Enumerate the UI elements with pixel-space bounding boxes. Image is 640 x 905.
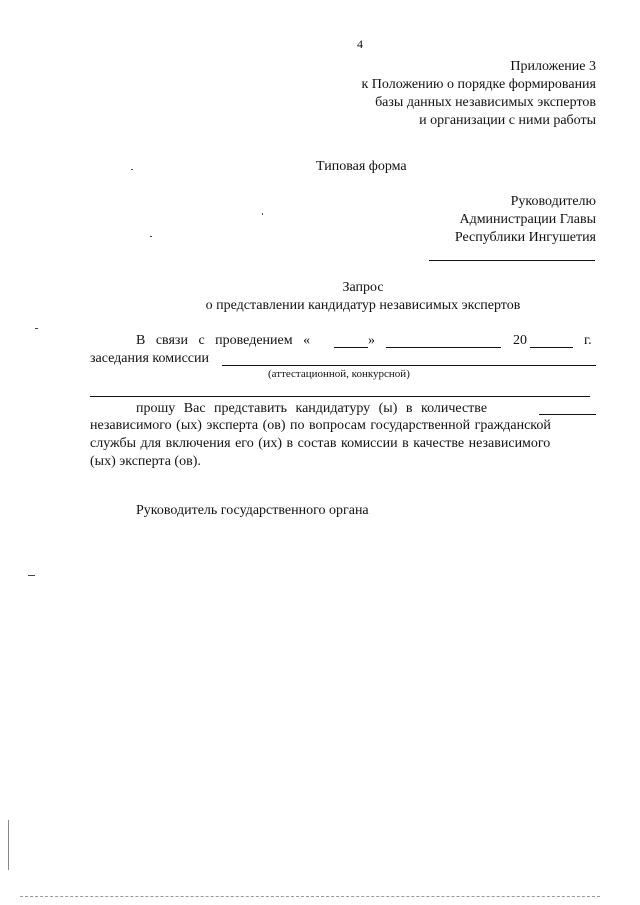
- year-blank: [530, 347, 573, 348]
- year-suffix: г.: [584, 333, 592, 348]
- year-prefix: 20: [513, 333, 527, 348]
- request-line: [136, 401, 487, 417]
- addressee-line: Руководителю: [510, 194, 596, 209]
- connection-text: [136, 333, 310, 349]
- quantity-blank: [539, 414, 596, 415]
- commission-name-blank: [90, 396, 590, 397]
- day-blank: [334, 347, 368, 348]
- scan-speck: [262, 213, 263, 215]
- addressee-line: Республики Ингушетия: [454, 230, 596, 245]
- request-subtitle: о представлении кандидатур независимых экспертов: [205, 298, 521, 313]
- addressee-line: Администрации Главы: [459, 212, 596, 227]
- signature-label: Руководитель государственного органа: [136, 503, 369, 518]
- addressee-name-blank: [429, 260, 595, 261]
- annex-block: [361, 58, 596, 130]
- scan-speck: [150, 236, 152, 237]
- month-blank: [386, 347, 501, 348]
- request-line-text: прошу Вас представить кандидатуру (ы) в количестве: [136, 401, 488, 416]
- request-line: (ых) эксперта (ов).: [90, 454, 201, 469]
- request-line: службы для включения его (их) в состав комиссии в качестве независимого: [90, 436, 551, 451]
- commission-label: заседания комиссии: [90, 351, 210, 366]
- scan-speck: [35, 328, 38, 329]
- scan-speck: [8, 820, 9, 870]
- scan-speck: [28, 575, 35, 576]
- annex-line: к Положению о порядке формирования: [361, 77, 596, 92]
- annex-line: и организации с ними работы: [419, 113, 596, 128]
- annex-title: Приложение 3: [510, 59, 596, 74]
- request-line: независимого (ых) эксперта (ов) по вопросам государственной гражданской: [90, 418, 551, 433]
- quote-close: »: [368, 333, 375, 348]
- commission-hint: (аттестационной, конкурсной): [268, 368, 410, 380]
- scan-speck: [131, 169, 133, 170]
- annex-line: базы данных независимых экспертов: [375, 95, 596, 110]
- addressee-block: [455, 193, 596, 247]
- connection-label: В связи с проведением «: [136, 333, 311, 348]
- form-type-label: Типовая форма: [316, 159, 407, 174]
- commission-blank: [222, 365, 596, 366]
- request-title: Запрос: [342, 280, 384, 295]
- scan-bottom-edge: [20, 896, 600, 897]
- page-number: 4: [357, 37, 363, 51]
